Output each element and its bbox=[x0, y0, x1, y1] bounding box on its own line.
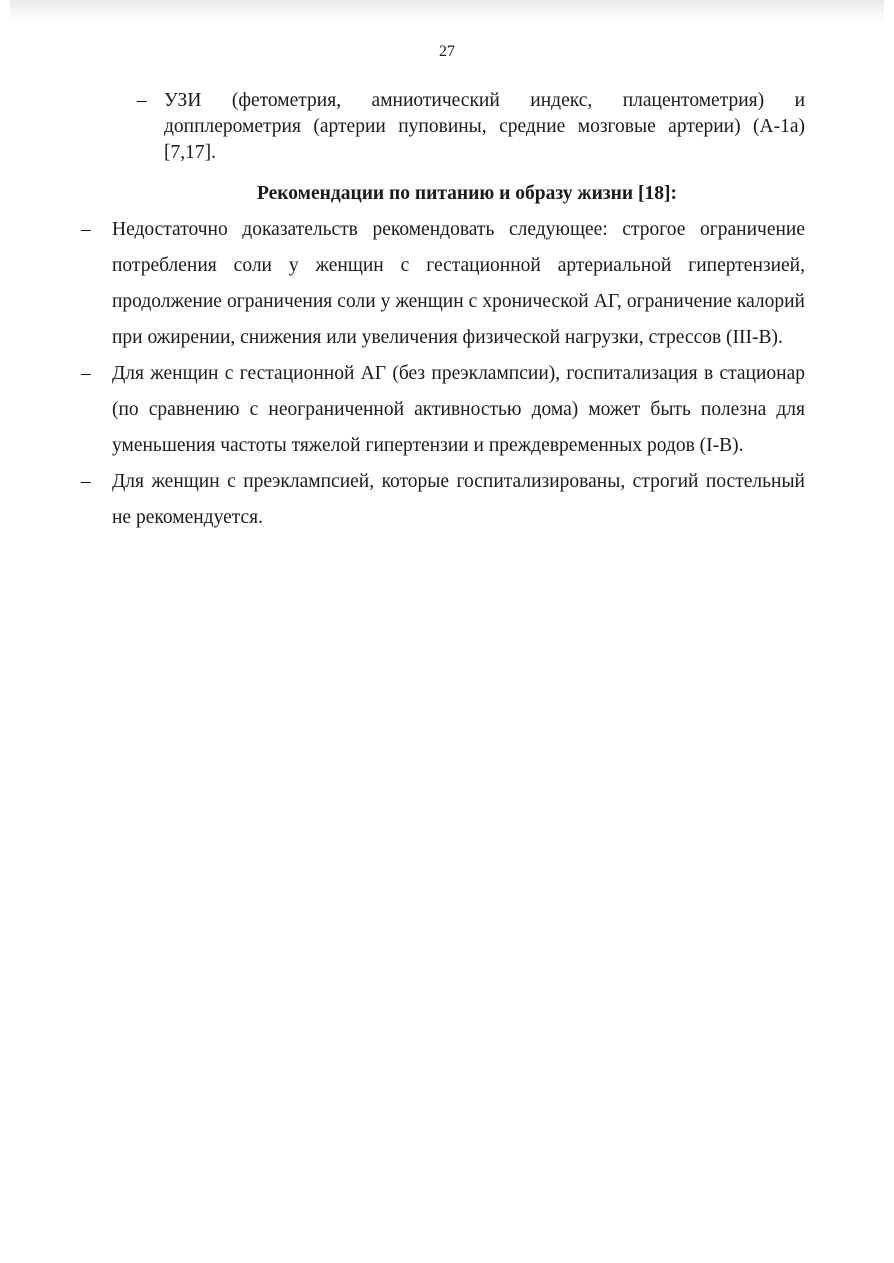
page-number: 27 bbox=[439, 43, 455, 60]
section-heading: Рекомендации по питанию и образу жизни [18]: bbox=[257, 183, 677, 204]
ultrasound-bullet-text: УЗИ (фетометрия, амниотический индекс, плацентометрия) и допплерометрия (артерии пуповины, средние мозговые артерии) (А-1а) [7,17]. bbox=[164, 90, 805, 163]
list-item-text: Недостаточно доказательств рекомендовать следующее: строгое ограничение потребления соли у женщин с гестационной артериальной гипертензией, продолжение ограничения соли у женщин с хронической АГ, ограничение калорий при ожирении, снижения или увеличения физической нагрузки, стрессов (III-B). bbox=[112, 219, 805, 348]
bullet-marker: – bbox=[137, 90, 147, 111]
recommendations-list bbox=[81, 212, 805, 536]
bullet-marker: – bbox=[81, 219, 91, 240]
scan-top-shadow bbox=[10, 0, 884, 22]
bullet-marker: – bbox=[81, 363, 91, 384]
list-item bbox=[81, 212, 805, 356]
list-item-text: Для женщин с преэклампсией, которые госпитализированы, строгий постельный не рекомендуется. bbox=[112, 471, 805, 528]
list-item bbox=[81, 464, 805, 536]
list-item-text: Для женщин с гестационной АГ (без преэклампсии), госпитализация в стационар (по сравнению с неограниченной активностью дома) может быть полезна для уменьшения частоты тяжелой гипертензии и преждевременных родов (I-B). bbox=[112, 363, 805, 456]
bullet-marker: – bbox=[81, 471, 91, 492]
list-item bbox=[81, 356, 805, 464]
ultrasound-bullet bbox=[137, 88, 805, 166]
